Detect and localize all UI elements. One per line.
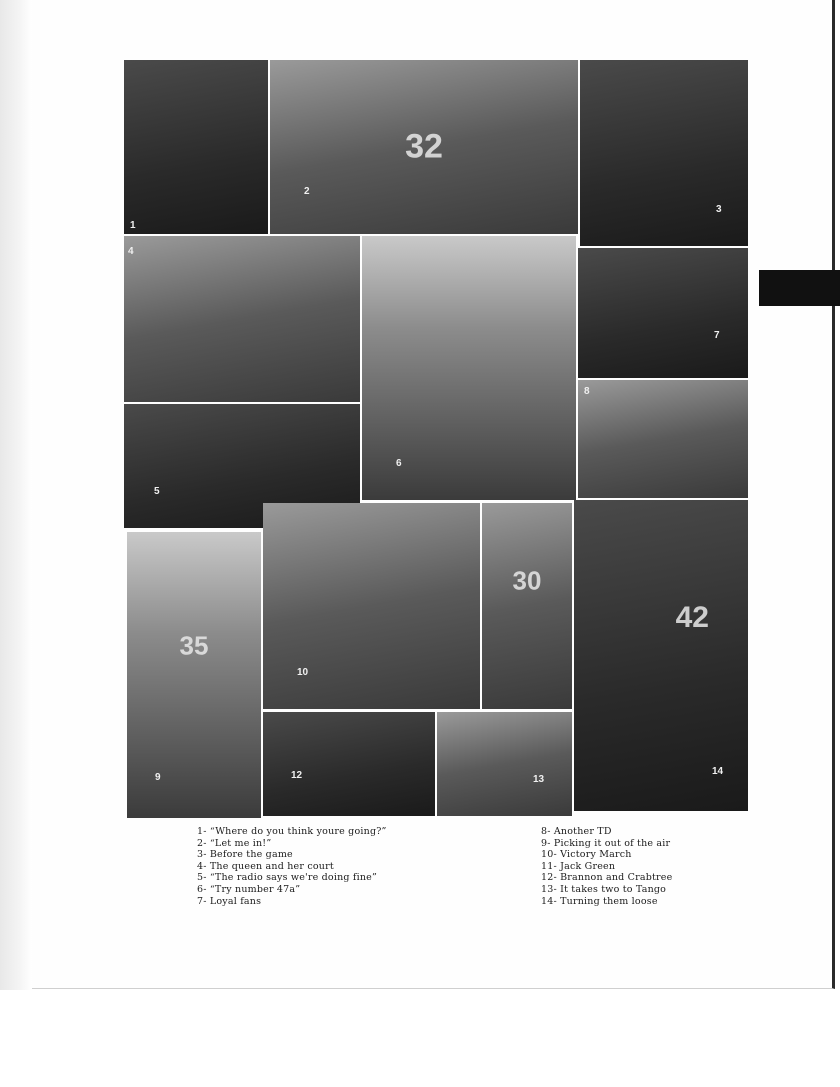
caption: 9- Picking it out of the air bbox=[541, 837, 671, 849]
photo-number: 1 bbox=[130, 220, 136, 231]
caption: 7- Loyal fans bbox=[197, 895, 262, 907]
caption: 6- “Try number 47a” bbox=[197, 883, 301, 895]
photo-8 bbox=[578, 380, 748, 498]
photo-number: 5 bbox=[154, 486, 160, 497]
photo-number: 4 bbox=[128, 246, 134, 257]
photo-number: 2 bbox=[304, 186, 310, 197]
photo-number: 12 bbox=[291, 770, 303, 781]
scan-edge bbox=[0, 0, 32, 990]
caption: 1- “Where do you think youre going?” bbox=[197, 826, 387, 837]
photo-7 bbox=[578, 248, 748, 378]
jersey-number: 35 bbox=[179, 630, 209, 661]
photo-2 bbox=[270, 60, 578, 234]
photo-number: 10 bbox=[297, 667, 309, 678]
caption: 2- “Let me in!” bbox=[197, 837, 272, 849]
photo-number: 6 bbox=[396, 458, 402, 469]
photo-9 bbox=[127, 532, 261, 818]
caption: 5- “The radio says we're doing fine” bbox=[197, 872, 378, 884]
photo-number: 8 bbox=[584, 386, 590, 397]
photo-1 bbox=[124, 60, 268, 234]
photo-11 bbox=[482, 503, 572, 709]
photo-10 bbox=[263, 503, 480, 709]
photo-number: 3 bbox=[716, 204, 722, 215]
caption: 3- Before the game bbox=[197, 849, 293, 861]
photo-13 bbox=[437, 712, 572, 816]
photo-12 bbox=[263, 712, 435, 816]
photo-4 bbox=[124, 236, 360, 402]
jersey-number: 32 bbox=[405, 127, 443, 166]
jersey-number: 30 bbox=[512, 565, 542, 596]
photo-number: 14 bbox=[712, 766, 724, 777]
section-tab-marker bbox=[759, 270, 840, 306]
photo-3 bbox=[580, 60, 748, 246]
caption: 13- It takes two to Tango bbox=[541, 883, 667, 895]
caption: 14- Turning them loose bbox=[541, 895, 658, 907]
caption: 4- The queen and her court bbox=[197, 860, 334, 872]
photo-number: 9 bbox=[155, 772, 161, 783]
photo-14 bbox=[574, 500, 748, 811]
captions-left bbox=[197, 826, 387, 907]
photo-number: 7 bbox=[714, 330, 720, 341]
caption: 10- Victory March bbox=[541, 849, 632, 861]
caption: 8- Another TD bbox=[541, 826, 612, 837]
caption: 11- Jack Green bbox=[541, 860, 616, 872]
jersey-number: 42 bbox=[675, 601, 709, 635]
caption: 12- Brannon and Crabtree bbox=[541, 872, 673, 884]
photo-6 bbox=[362, 236, 576, 500]
captions-right bbox=[541, 826, 672, 907]
photo-number: 13 bbox=[533, 774, 545, 785]
